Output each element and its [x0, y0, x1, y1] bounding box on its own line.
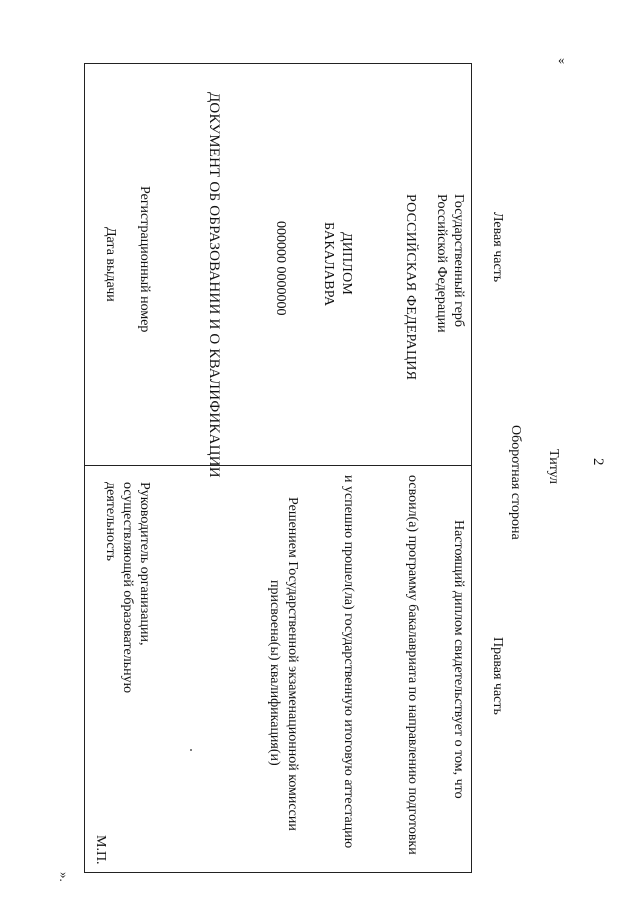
head-line-3: деятельность: [103, 482, 118, 562]
document-type: ДОКУМЕНТ ОБ ОБРАЗОВАНИИ И О КВАЛИФИКАЦИИ: [206, 92, 222, 478]
document-subtitle: Оборотная сторона: [508, 425, 523, 540]
head-line-2: осуществляющей образовательную: [120, 482, 135, 694]
mastered-program-text: освоил(а) программу бакалавриата по направлению подготовки: [405, 475, 420, 855]
scan-speck: [190, 749, 192, 751]
issue-date-label: Дата выдачи: [103, 227, 118, 302]
frame-divider: [84, 465, 472, 466]
document-title: Титул: [546, 449, 561, 484]
stamp-label: М.П.: [93, 835, 108, 865]
decision-line-2: присвоена(ы) квалификация(и): [267, 580, 282, 766]
emblem-line-1: Государственный герб: [451, 194, 466, 328]
passed-attestation-text: и успешно прошел(ла) государственную итоговую аттестацию: [341, 475, 356, 849]
certifies-text: Настоящий диплом свидетельствует о том, что: [451, 520, 466, 799]
closing-quote: ».: [57, 872, 72, 882]
left-part-heading: Левая часть: [490, 212, 505, 283]
emblem-line-2: Российской Федерации: [434, 194, 449, 333]
diploma-title-line-2: БАКАЛАВРА: [321, 222, 336, 307]
country-name: РОССИЙСКАЯ ФЕДЕРАЦИЯ: [403, 194, 418, 381]
head-line-1: Руководитель организации,: [137, 482, 152, 646]
page-number: 2: [590, 458, 606, 466]
right-part-heading: Правая часть: [490, 637, 505, 715]
registration-number-label: Регистрационный номер: [137, 186, 152, 333]
opening-quote: «: [558, 52, 565, 67]
decision-line-1: Решением Государственной экзаменационной комиссии: [285, 497, 300, 831]
diploma-number: 000000 0000000: [273, 221, 288, 316]
diploma-title-line-1: ДИПЛОМ: [339, 232, 354, 296]
